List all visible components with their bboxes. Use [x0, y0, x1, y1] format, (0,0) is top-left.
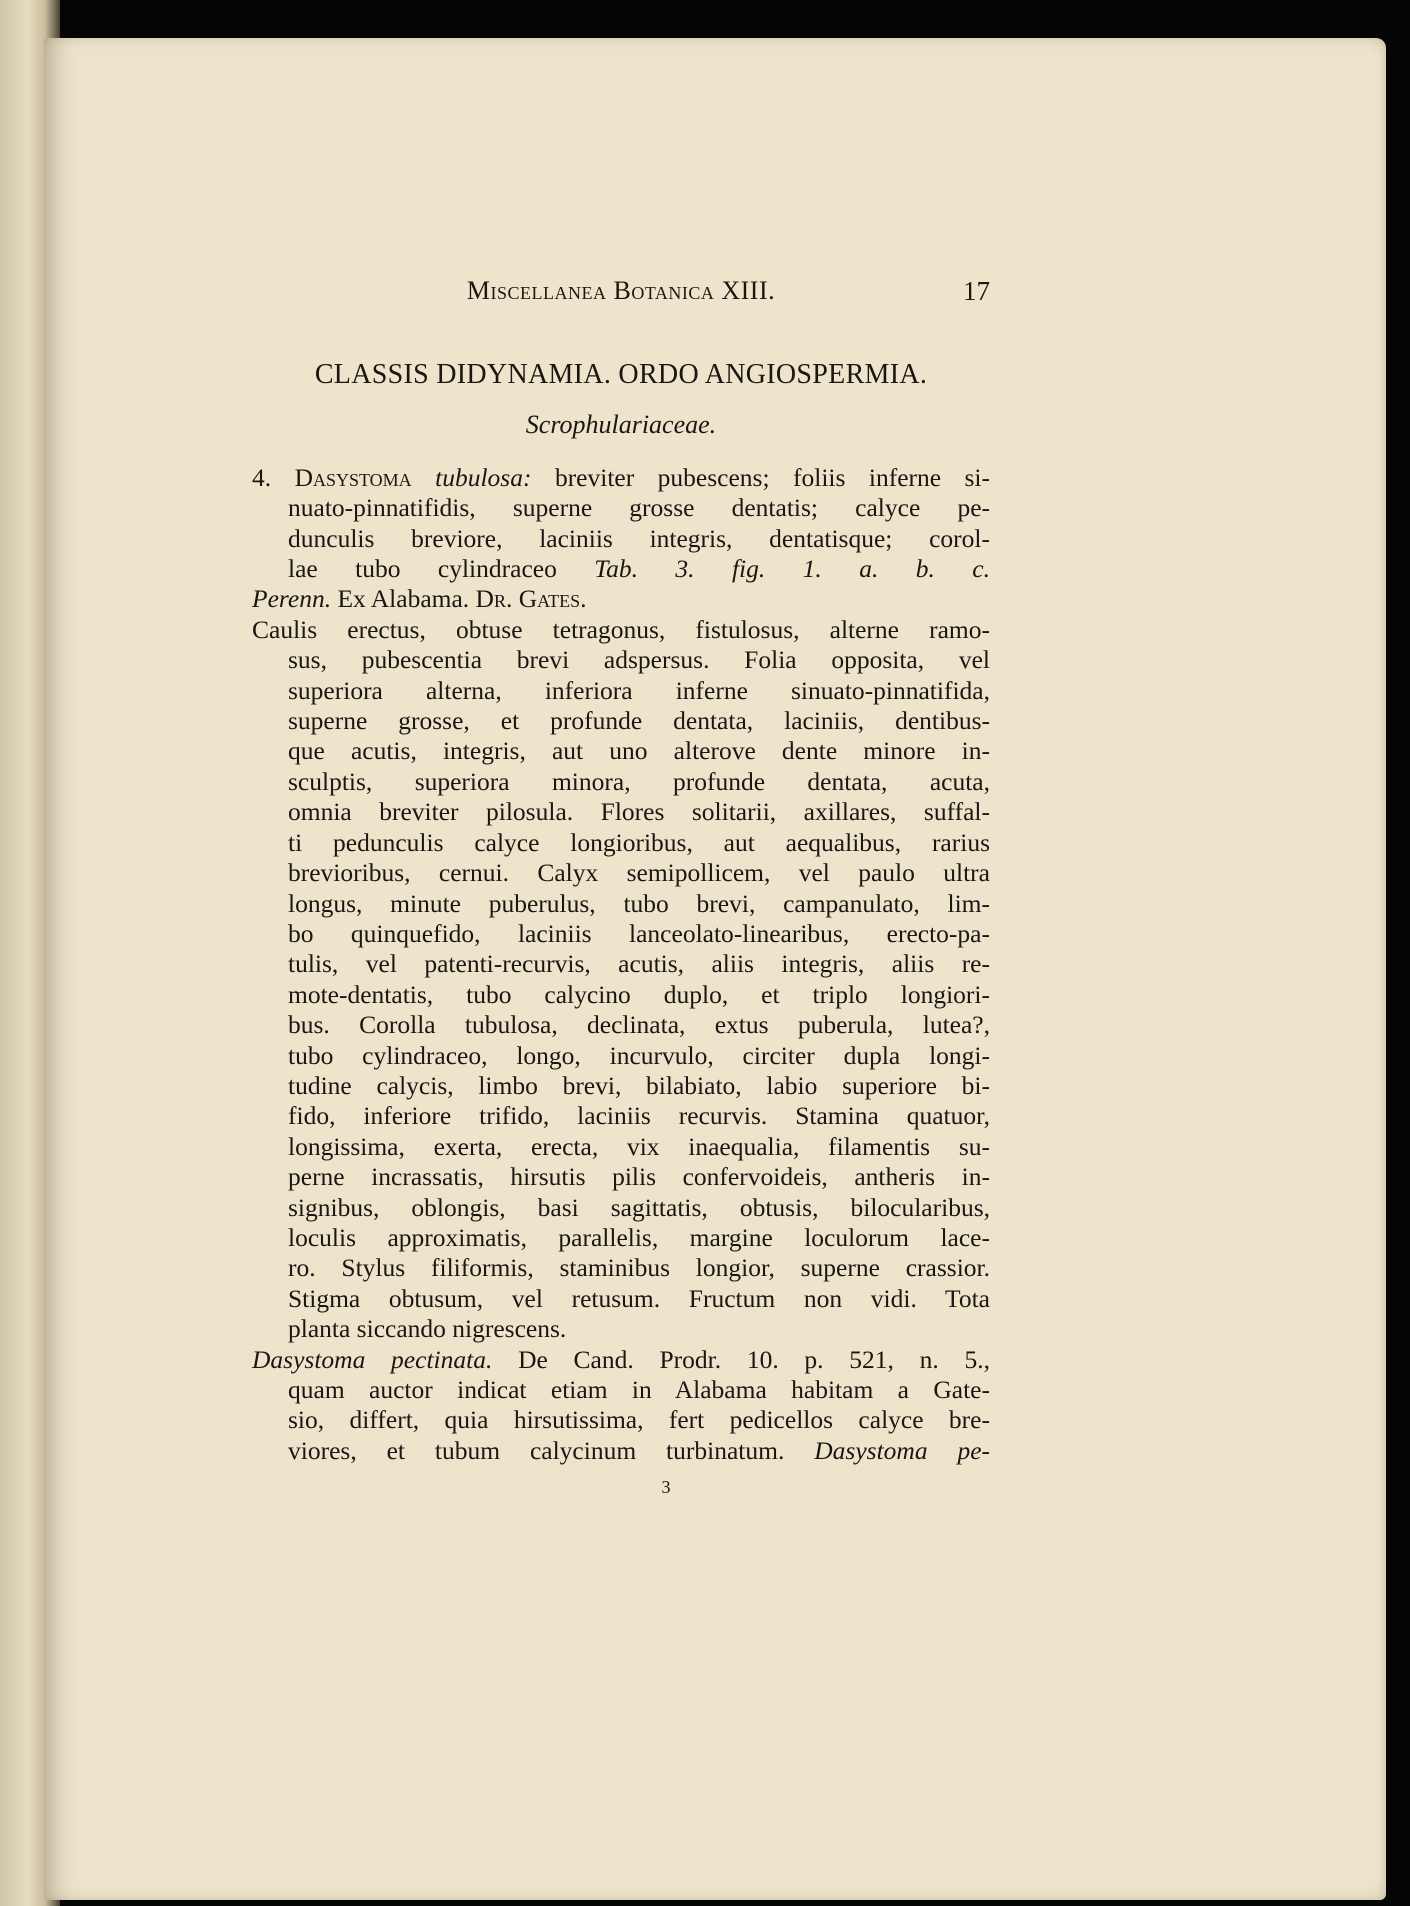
description-line: tulis, vel patenti-recurvis, acutis, aliis integris, aliis re-: [288, 949, 990, 979]
description-line: planta siccando nigrescens.: [288, 1314, 567, 1344]
habitat-text: Ex Alabama.: [337, 584, 470, 614]
text-block: [252, 276, 990, 1503]
description-line: que acutis, integris, aut uno alterove dente minore in-: [288, 736, 990, 766]
note-first-rest: De Cand. Prodr. 10. p. 521, n. 5.,: [518, 1344, 990, 1374]
note-last-plain: viores, et tubum calycinum turbinatum.: [288, 1435, 785, 1465]
species-entry: [252, 463, 990, 615]
description-line: longissima, exerta, erecta, vix inaequalia, filamentis su-: [288, 1131, 990, 1161]
species-epithet: tubulosa:: [435, 462, 532, 492]
page-number: 17: [963, 276, 990, 306]
species-number: 4.: [252, 462, 272, 492]
class-heading: CLASSIS DIDYNAMIA. ORDO ANGIOSPERMIA.: [314, 359, 928, 390]
note: [252, 1345, 990, 1467]
description-line: Stigma obtusum, vel retusum. Fructum non vidi. Tota: [288, 1283, 990, 1313]
running-head: [252, 276, 990, 316]
description-line: sus, pubescentia brevi adspersus. Folia opposita, vel: [288, 645, 990, 675]
family-heading: Scrophulariaceae.: [525, 410, 717, 440]
habitat-perenn: Perenn.: [252, 584, 332, 614]
description-line: bus. Corolla tubulosa, declinata, extus puberula, lutea?,: [288, 1010, 990, 1040]
description-line: omnia breviter pilosula. Flores solitarii, axillares, suffal-: [288, 797, 990, 827]
note-line: quam auctor indicat etiam in Alabama habitam a Gate-: [288, 1375, 990, 1404]
description-line: signibus, oblongis, basi sagittatis, obtusis, bilocularibus,: [288, 1192, 990, 1222]
description-line: sculptis, superiora minora, profunde dentata, acuta,: [288, 766, 990, 796]
note-last-italic: Dasystoma pe-: [814, 1435, 991, 1465]
signature-mark: 3: [661, 1477, 671, 1498]
description-line: perne incrassatis, hirsutis pilis confervoideis, antheris in-: [288, 1162, 990, 1192]
habitat-line: [252, 584, 990, 614]
note-first-line: [252, 1345, 990, 1375]
diagnosis-line-3: lae tubo cylindraceo: [288, 554, 557, 584]
description-line: loculis approximatis, parallelis, margine loculorum lace-: [288, 1222, 990, 1252]
note-line: sio, differt, quia hirsutissima, fert pedicellos calyce bre-: [288, 1405, 990, 1435]
note-species: Dasystoma pectinata.: [252, 1344, 493, 1374]
diagnosis-line-0: breviter pubescens; foliis inferne si-: [554, 462, 991, 492]
diagnosis-line-3-wrap: [252, 554, 990, 584]
figure-reference: Tab. 3. fig. 1. a. b. c.: [594, 554, 990, 584]
running-title: Miscellanea Botanica XIII.: [466, 276, 776, 305]
note-last-line: [252, 1436, 990, 1466]
description-line: mote-dentatis, tubo calycino duplo, et triplo longiori-: [288, 979, 990, 1009]
diagnosis-line-2: dunculis breviore, laciniis integris, dentatisque; corol-: [288, 523, 990, 553]
collector: Dr. Gates.: [475, 584, 587, 614]
description-line: ti pedunculis calyce longioribus, aut aequalibus, rarius: [288, 827, 990, 857]
description-line: superiora alterna, inferiora inferne sinuato-pinnatifida,: [288, 675, 990, 705]
description-line: brevioribus, cernui. Calyx semipollicem, vel paulo ultra: [288, 858, 990, 888]
description-line: superne grosse, et profunde dentata, laciniis, dentibus-: [288, 706, 990, 736]
book-page: [44, 38, 1386, 1900]
description-line: ro. Stylus filiformis, staminibus longior, superne crassior.: [288, 1253, 990, 1283]
description-line: tubo cylindraceo, longo, incurvulo, circiter dupla longi-: [288, 1040, 990, 1070]
description-line: tudine calycis, limbo brevi, bilabiato, labio superiore bi-: [288, 1070, 990, 1100]
diagnosis-line-1: nuato-pinnatifidis, superne grosse dentatis; calyce pe-: [288, 493, 990, 523]
species-genus: Dasystoma: [294, 462, 412, 492]
description-line: bo quinquefido, laciniis lanceolato-linearibus, erecto-pa-: [288, 918, 990, 948]
description-line: Caulis erectus, obtuse tetragonus, fistulosus, alterne ramo-: [252, 614, 990, 644]
species-diagnosis-line: [252, 463, 990, 493]
description-line: fido, inferiore trifido, laciniis recurvis. Stamina quatuor,: [288, 1101, 990, 1131]
description-line: longus, minute puberulus, tubo brevi, campanulato, lim-: [288, 888, 990, 918]
description: [252, 615, 990, 1345]
